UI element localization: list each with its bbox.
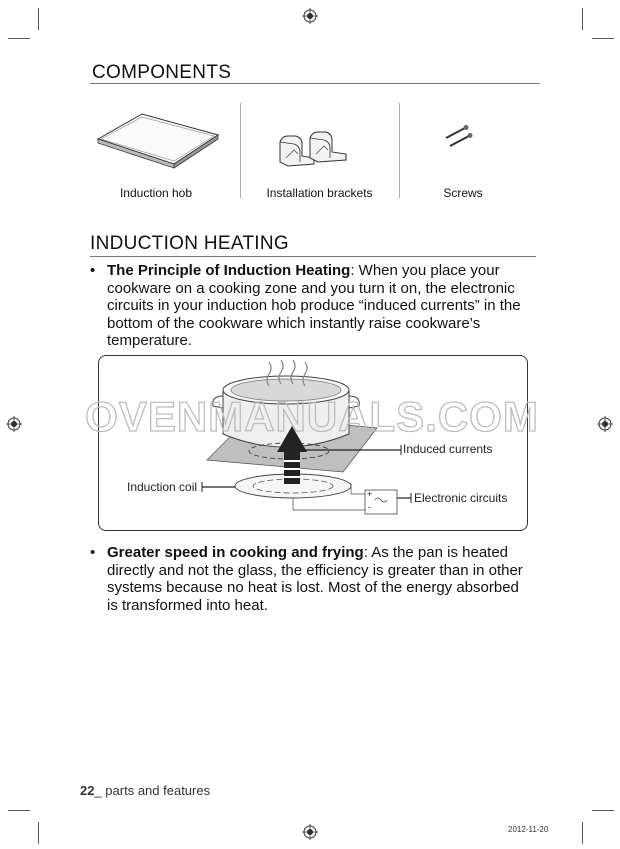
plus-symbol: + xyxy=(367,489,373,499)
print-date: 2012-11-20 xyxy=(508,825,549,834)
crop-mark xyxy=(592,810,614,811)
induction-heating-rule xyxy=(90,256,536,257)
components-heading: COMPONENTS xyxy=(92,62,232,83)
induced-currents-label: Induced currents xyxy=(403,442,493,456)
bullet-lead: The Principle of Induction Heating xyxy=(107,262,351,279)
registration-mark-icon xyxy=(302,824,318,840)
bullet-speed xyxy=(90,544,530,614)
bullet-lead: Greater speed in cooking and frying xyxy=(107,544,364,561)
page-footer xyxy=(80,783,210,798)
screws-icon xyxy=(443,124,473,150)
bullet-text: : When you place your cookware on a cooking zone and you turn it on, the electronic circuits in your induction hob produce “induced currents” in the bottom of the cookware which instantly raise cookware’s temperature. xyxy=(107,262,521,349)
component-label: Induction hob xyxy=(119,186,193,200)
bullet-icon: • xyxy=(90,544,96,561)
components-rule xyxy=(90,83,540,84)
bullet-principle xyxy=(90,262,530,350)
induction-coil-label: Induction coil xyxy=(127,480,198,494)
crop-mark xyxy=(582,822,583,844)
installation-brackets-icon xyxy=(272,128,356,170)
component-label: Screws xyxy=(443,186,483,200)
watermark: OVENMANUALS.COM xyxy=(85,393,539,440)
induction-heating-heading: INDUCTION HEATING xyxy=(90,233,289,254)
bullet-text: : As the pan is heated directly and not the glass, the efficiency is greater than in other systems because no heat is lost. Most of the energy absorbed is transformed into heat. xyxy=(107,544,523,614)
section-name: _ parts and features xyxy=(94,783,211,798)
crop-mark xyxy=(582,8,583,30)
registration-mark-icon xyxy=(302,8,318,24)
crop-mark xyxy=(8,38,30,39)
crop-mark xyxy=(592,38,614,39)
induction-diagram xyxy=(98,355,528,531)
component-label: Installation brackets xyxy=(266,186,373,200)
crop-mark xyxy=(38,822,39,844)
electronic-circuits-label: Electronic circuits xyxy=(414,491,508,505)
crop-mark xyxy=(8,810,30,811)
divider xyxy=(399,103,400,198)
divider xyxy=(240,103,241,198)
bullet-icon: • xyxy=(90,262,96,279)
registration-mark-icon xyxy=(6,416,22,432)
registration-mark-icon xyxy=(597,416,613,432)
induction-hob-icon xyxy=(94,106,224,170)
page-number: 22 xyxy=(80,783,95,798)
crop-mark xyxy=(38,8,39,30)
minus-symbol: - xyxy=(368,502,371,512)
